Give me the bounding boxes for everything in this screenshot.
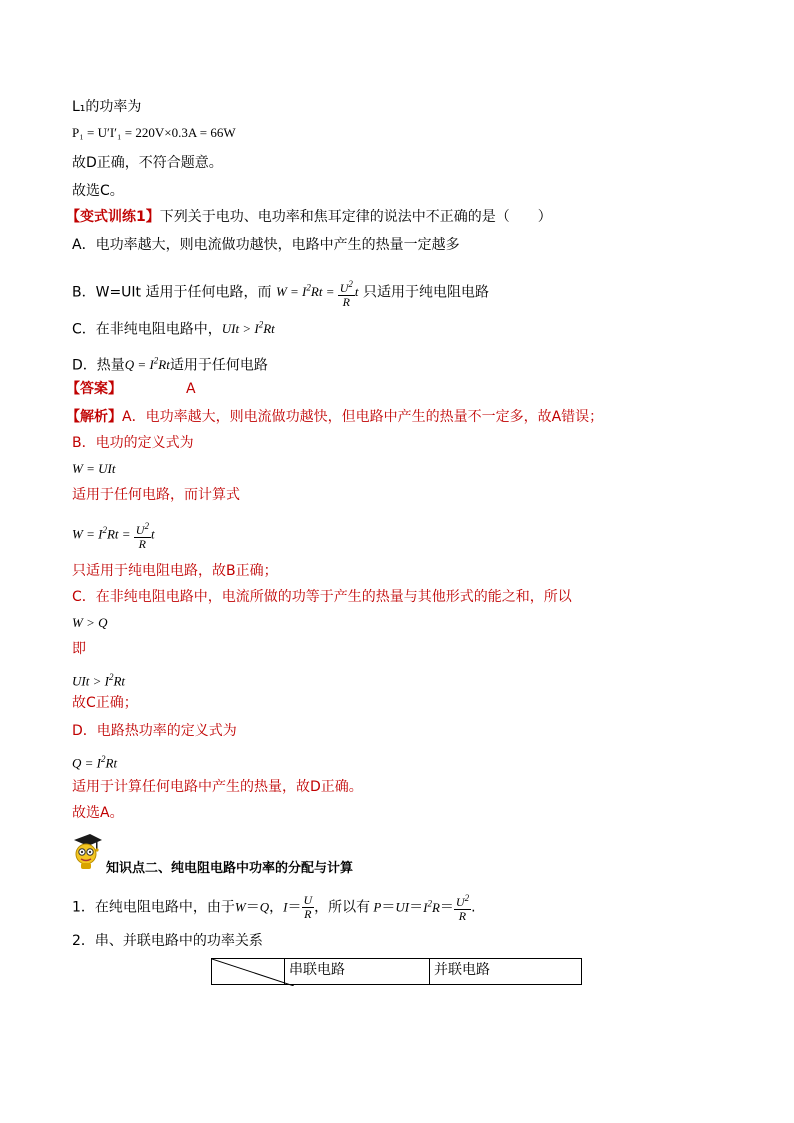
w-i2rt-formula: $W = I^2Rt$ = $\frac{U^2}{R}$ t	[72, 521, 155, 551]
option-b-suffix: 只适用于纯电阻电路	[362, 284, 489, 301]
choose-c-line: 故选C。	[72, 183, 124, 199]
option-d-formula: $Q = I^2Rt$	[124, 356, 170, 373]
option-a: A．电功率越大，则电流做功越快，电路中产生的热量一定越多	[72, 237, 460, 253]
circuit-comparison-table	[211, 958, 582, 985]
table-header-series: 串联电路	[285, 959, 430, 985]
kp2-item-1-formula-b: P	[370, 899, 382, 915]
c-correct-line: 故C正确；	[72, 695, 138, 711]
ji-line: 即	[72, 641, 86, 657]
only-pure-b-line: 只适用于纯电阻电路，故B正确；	[72, 563, 278, 579]
kp2-item-2: 2．串、并联电路中的功率关系	[72, 933, 263, 949]
option-b-text: B．W=UIt 适用于任何电路，而	[72, 284, 272, 301]
knowledge-point-2-title: 知识点二、纯电阻电路中功率的分配与计算	[106, 861, 354, 876]
answer-tag: 【答案】	[66, 381, 122, 397]
variant-tag: 【变式训练1】	[66, 209, 160, 225]
w-gt-q-formula: W > Q	[72, 615, 108, 630]
kp2-fraction-u-r: $\frac{U}{R}$	[303, 893, 313, 921]
graduate-mascot-icon	[70, 832, 104, 872]
table-header-parallel: 并联电路	[430, 959, 582, 985]
option-c	[72, 316, 275, 338]
d-correct-line: 故D正确，不符合题意。	[72, 155, 223, 171]
variant-question: 下列关于电功、电功率和焦耳定律的说法中不正确的是（ ）	[159, 209, 552, 225]
analysis-tag: 【解析】	[66, 409, 122, 425]
answer-value: A	[186, 381, 196, 397]
option-d	[72, 352, 268, 374]
analysis-line	[66, 408, 603, 426]
table-diagonal-header-cell	[212, 959, 285, 985]
w-uit-formula: W = UIt	[72, 461, 116, 476]
kp2-item-1: 1．在纯电阻电路中，由于W＝Q，I＝ $\frac{U}{R}$ ，所以有 $P=UI=I^2R=$ $\frac{U^2}{R}$ .	[72, 893, 476, 923]
applies-any-line: 适用于任何电路，而计算式	[72, 487, 240, 503]
option-d-suffix: 适用于任何电路	[169, 357, 268, 374]
table-row	[212, 959, 582, 985]
option-b-formula: $W = I^2Rt$ = $\frac{U^2}{R}$ t	[275, 279, 359, 309]
b-definition: B．电功的定义式为	[72, 435, 194, 451]
answer-line	[66, 380, 196, 398]
l1-power-label: L₁的功率为	[72, 99, 142, 115]
option-d-text: D．热量	[72, 357, 125, 374]
c-analysis-line: C．在非纯电阻电路中，电流所做的功等于产生的热量与其他形式的能之和，所以	[72, 589, 572, 605]
option-c-text: C．在非纯电阻电路中，	[72, 321, 222, 338]
uit-gt-formula: UIt > $I^2Rt$	[72, 672, 125, 689]
analysis-a: A．电功率越大，则电流做功越快，但电路中产生的热量不一定多，故A错误；	[122, 409, 604, 425]
kp2-fraction-u2-r: $\frac{U^2}{R}$	[455, 893, 470, 923]
q-formula: $Q = I^2Rt$	[72, 754, 118, 771]
diagonal-line-icon	[212, 959, 294, 986]
p1-formula: P₁ = U′I′₁ = 220V×0.3A = 66W	[72, 125, 236, 140]
option-c-formula: UIt > $I^2Rt$	[221, 320, 275, 337]
kp2-item-1-formula-a: W	[234, 899, 246, 915]
kp2-item-1-text: 1．在纯电阻电路中，由于	[72, 899, 235, 916]
kp2-item-1-mid: ，所以有	[314, 899, 371, 916]
variant-question-line	[66, 208, 552, 226]
d-applies-line: 适用于计算任何电路中产生的热量，故D正确。	[72, 779, 363, 795]
option-b	[72, 278, 489, 309]
d-definition: D．电路热功率的定义式为	[72, 723, 237, 739]
choose-a-line: 故选A。	[72, 805, 124, 821]
